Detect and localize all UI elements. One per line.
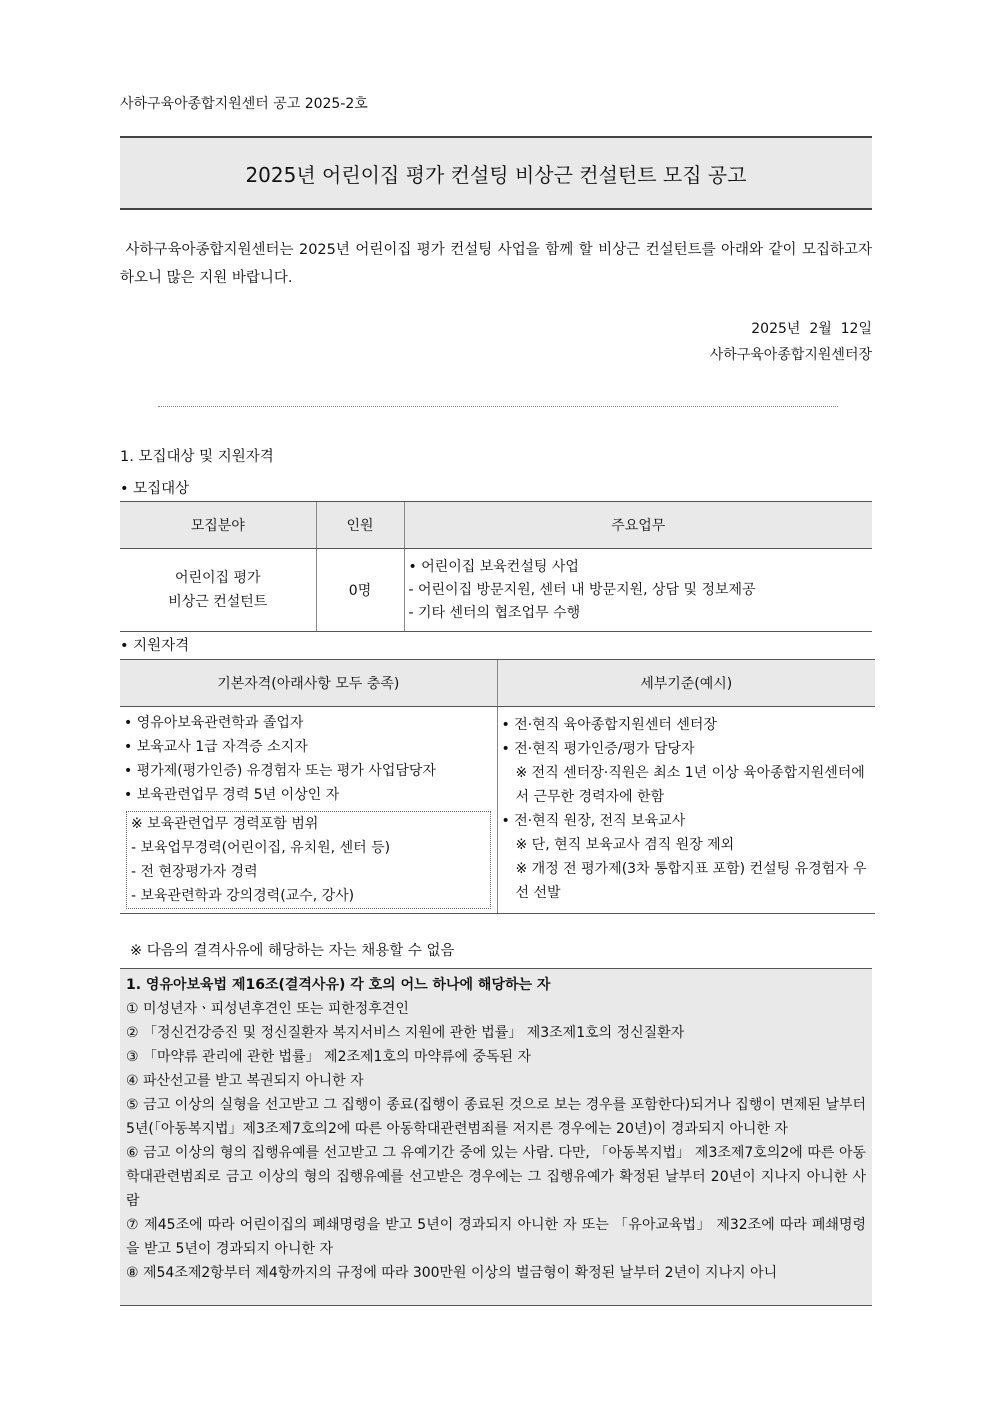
scope-item: ※ 보육관련업무 경력포함 범위 bbox=[131, 816, 319, 832]
qualification-bullet: • 지원자격 bbox=[120, 638, 190, 654]
field-cell bbox=[120, 549, 316, 632]
dotted-divider bbox=[158, 406, 838, 407]
duty-item: - 어린이집 방문지원, 센터 내 방문지원, 상담 및 정보제공 bbox=[408, 581, 756, 598]
disqualification-note: ※ 다음의 결격사유에 해당하는 자는 채용할 수 없음 bbox=[130, 943, 455, 959]
disqualification-item: ① 미성년자ㆍ피성년후견인 또는 피한정후견인 bbox=[126, 1001, 409, 1017]
count-cell: 0명 bbox=[316, 549, 404, 632]
header-count: 인원 bbox=[316, 502, 404, 549]
basic-item: • 영유아보육관련학과 졸업자 bbox=[124, 715, 304, 731]
duty-item: - 기타 센터의 협조업무 수행 bbox=[408, 604, 581, 621]
duty-item: • 어린이집 보육컨설팅 사업 bbox=[408, 558, 579, 575]
header-field: 모집분야 bbox=[120, 502, 316, 549]
disqualification-item: ⑦ 제45조에 따라 어린이집의 폐쇄명령을 받고 5년이 경과되지 아니한 자 또는 「유아교육법」 제32조에 따라 폐쇄명령을 받고 5년이 경과되지 아니한 자 bbox=[126, 1217, 866, 1257]
detail-note: ※ 단, 현직 보육교사 겸직 원장 제외 bbox=[515, 837, 735, 853]
page-title: 2025년 어린이집 평가 컨설팅 비상근 컨설턴트 모집 공고 bbox=[245, 162, 747, 187]
qualification-table bbox=[120, 659, 875, 914]
detail-note: ※ 전직 센터장·직원은 최소 1년 이상 육아종합지원센터에서 근무한 경력자에 한함 bbox=[515, 765, 865, 805]
header-duties: 주요업무 bbox=[404, 502, 872, 549]
duties-cell bbox=[404, 549, 872, 632]
section-1-title: 1. 모집대상 및 지원자격 bbox=[120, 449, 274, 465]
basic-item: • 평가제(평가인증) 유경험자 또는 평가 사업담당자 bbox=[124, 763, 436, 779]
qualification-header-row bbox=[120, 660, 875, 707]
disqualification-box bbox=[120, 968, 872, 1306]
detail-item: • 전·현직 육아종합지원센터 센터장 bbox=[501, 717, 717, 733]
field-line-1: 어린이집 평가 bbox=[174, 570, 261, 586]
intro-paragraph bbox=[120, 236, 872, 292]
basic-cell bbox=[120, 707, 497, 914]
target-row bbox=[120, 549, 872, 632]
intro-text: 사하구육아종합지원센터는 2025년 어린이집 평가 컨설팅 사업을 함께 할 비상근 컨설턴트를 아래와 같이 모집하고자 하오니 많은 지원 바랍니다. bbox=[120, 242, 873, 286]
header-detail: 세부기준(예시) bbox=[497, 660, 875, 707]
basic-item: • 보육관련업무 경력 5년 이상인 자 bbox=[124, 787, 340, 803]
target-bullet: • 모집대상 bbox=[120, 481, 190, 497]
disqualification-item: ③ 「마약류 관리에 관한 법률」 제2조제1호의 마약류에 중독된 자 bbox=[126, 1049, 532, 1065]
target-header-row bbox=[120, 502, 872, 549]
detail-cell bbox=[497, 707, 875, 914]
disqualification-item: ⑥ 금고 이상의 형의 집행유예를 선고받고 그 유예기간 중에 있는 사람. 다만, 「아동복지법」 제3조제7호의2에 따른 아동학대관련범죄로 금고 이상의 형의 집행유예를 선고받은 경우에는 그 집행유예가 확정된 날부터 20년이 지나지 아니한 사람 bbox=[126, 1145, 866, 1209]
detail-item: • 전·현직 원장, 전직 보육교사 bbox=[501, 813, 686, 829]
signer: 사하구육아종합지원센터장 bbox=[709, 347, 872, 363]
scope-item: - 보육업무경력(어린이집, 유치원, 센터 등) bbox=[131, 840, 391, 856]
notice-number: 사하구육아종합지원센터 공고 2025-2호 bbox=[120, 96, 368, 112]
disqualification-item: ② 「정신건강증진 및 정신질환자 복지서비스 지원에 관한 법률」 제3조제1호의 정신질환자 bbox=[126, 1025, 685, 1041]
disqualification-heading: 1. 영유아보육법 제16조(결격사유) 각 호의 어느 하나에 해당하는 자 bbox=[126, 977, 551, 993]
career-scope-box bbox=[126, 811, 491, 909]
scope-item: - 전 현장평가자 경력 bbox=[131, 864, 258, 880]
disqualification-item: ⑧ 제54조제2항부터 제4항까지의 규정에 따라 300만원 이상의 벌금형이 확정된 날부터 2년이 지나지 아니 bbox=[126, 1265, 778, 1281]
detail-item: • 전·현직 평가인증/평가 담당자 bbox=[501, 741, 695, 757]
detail-note: ※ 개정 전 평가제(3차 통합지표 포함) 컨설팅 유경험자 우선 선발 bbox=[515, 861, 867, 901]
qualification-row bbox=[120, 707, 875, 914]
disqualification-item: ⑤ 금고 이상의 실형을 선고받고 그 집행이 종료(집행이 종료된 것으로 보는 경우를 포함한다)되거나 집행이 면제된 날부터 5년(「아동복지법」제3조제7호의2에 따른 아동학대관련범죄를 저지른 경우에는 20년)이 경과되지 아니한 자 bbox=[126, 1097, 866, 1137]
scope-item: - 보육관련학과 강의경력(교수, 강사) bbox=[131, 888, 355, 904]
field-line-2: 비상근 컨설턴트 bbox=[168, 594, 268, 610]
title-box bbox=[120, 136, 872, 210]
disqualification-item: ④ 파산선고를 받고 복권되지 아니한 자 bbox=[126, 1073, 364, 1089]
target-table bbox=[120, 501, 872, 632]
notice-date: 2025년 2월 12일 bbox=[751, 321, 872, 337]
header-basic: 기본자격(아래사항 모두 충족) bbox=[120, 660, 497, 707]
basic-item: • 보육교사 1급 자격증 소지자 bbox=[124, 739, 308, 755]
